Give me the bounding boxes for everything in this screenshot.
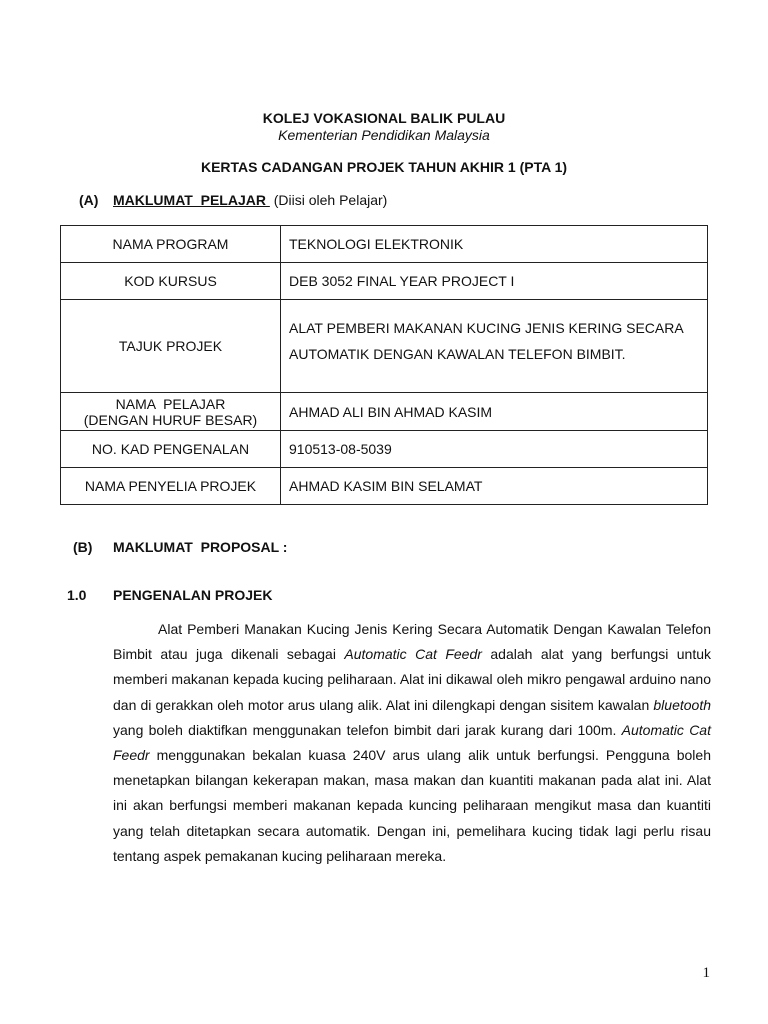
- section-b-label: (B): [73, 539, 93, 555]
- student-name-label-line-2: (DENGAN HURUF BESAR): [83, 411, 258, 428]
- paragraph-emphasis: Automatic Cat Feedr: [113, 721, 711, 764]
- section-a-title: MAKLUMAT PELAJAR: [113, 192, 270, 208]
- table-row: [61, 468, 708, 505]
- paragraph-emphasis: bluetooth: [653, 696, 711, 713]
- table-value-cell: 910513-08-5039: [281, 431, 708, 468]
- table-value-cell: TEKNOLOGI ELEKTRONIK: [281, 226, 708, 263]
- document-title: KERTAS CADANGAN PROJEK TAHUN AKHIR 1 (PTA 1): [200, 159, 568, 175]
- table-row: [61, 393, 708, 431]
- college-name: KOLEJ VOKASIONAL BALIK PULAU: [262, 110, 506, 126]
- paragraph-text: Alat Pemberi Manakan Kucing Jenis Kering Secara Automatik Dengan Kawalan Telefon Bimbit atau juga dikenali sebagai: [113, 621, 711, 663]
- ministry-name: Kementerian Pendidikan Malaysia: [278, 127, 490, 143]
- paragraph-text: adalah alat yang berfungsi untuk memberi makanan kepada kucing peliharaan. Alat ini dikawal oleh mikro pengawal arduino nano dan di gerakkan oleh motor arus ulang alik. Alat ini dilengkapi dengan sisitem kawalan: [113, 646, 712, 713]
- intro-paragraph: [113, 617, 711, 869]
- table-value-cell: [281, 300, 708, 393]
- section-a-heading: [113, 192, 387, 208]
- project-title-line-1: ALAT PEMBERI MAKANAN KUCING JENIS KERING SECARA: [289, 320, 684, 336]
- table-label-cell: [61, 393, 281, 431]
- table-label-cell: TAJUK PROJEK: [61, 300, 281, 393]
- table-label-cell: NAMA PENYELIA PROJEK: [61, 468, 281, 505]
- table-row: [61, 300, 708, 393]
- section-b-title: MAKLUMAT PROPOSAL :: [113, 539, 288, 555]
- table-label-cell: KOD KURSUS: [61, 263, 281, 300]
- table-label-cell: NAMA PROGRAM: [61, 226, 281, 263]
- table-label-cell: NO. KAD PENGENALAN: [61, 431, 281, 468]
- paragraph-text: menggunakan bekalan kuasa 240V arus ulang alik untuk berfungsi. Pengguna boleh menetapkan bilangan kekerapan makan, masa makan dan kuantiti makanan pada alat ini. Alat ini akan berfungsi memberi makanan kepada kuncing peliharaan mengikut masa dan kuantiti yang telah ditetapkan secara automatik. Dengan ini, pemelihara kucing tidak lagi perlu risau tentang aspek pemakanan kucing peliharaan mereka.: [113, 747, 711, 864]
- project-title-line-2: AUTOMATIK DENGAN KAWALAN TELEFON BIMBIT.: [289, 346, 626, 362]
- table-value-cell: AHMAD KASIM BIN SELAMAT: [281, 468, 708, 505]
- page-number: 1: [702, 965, 710, 981]
- section-a-label: (A): [79, 192, 99, 208]
- section-1-number: 1.0: [67, 587, 87, 603]
- table-row: [61, 431, 708, 468]
- section-1-title: PENGENALAN PROJEK: [113, 587, 273, 603]
- table-value-cell: DEB 3052 FINAL YEAR PROJECT I: [281, 263, 708, 300]
- paragraph-text: yang boleh diaktifkan menggunakan telefon bimbit dari jarak kurang dari 100m.: [113, 721, 622, 738]
- table-row: [61, 226, 708, 263]
- table-value-cell: AHMAD ALI BIN AHMAD KASIM: [281, 393, 708, 431]
- paragraph-emphasis: Automatic Cat Feedr: [344, 646, 482, 663]
- section-a-note: (Diisi oleh Pelajar): [273, 192, 388, 208]
- table-row: [61, 263, 708, 300]
- student-info-table: [60, 225, 708, 505]
- student-name-label-line-1: NAMA PELAJAR: [115, 395, 226, 412]
